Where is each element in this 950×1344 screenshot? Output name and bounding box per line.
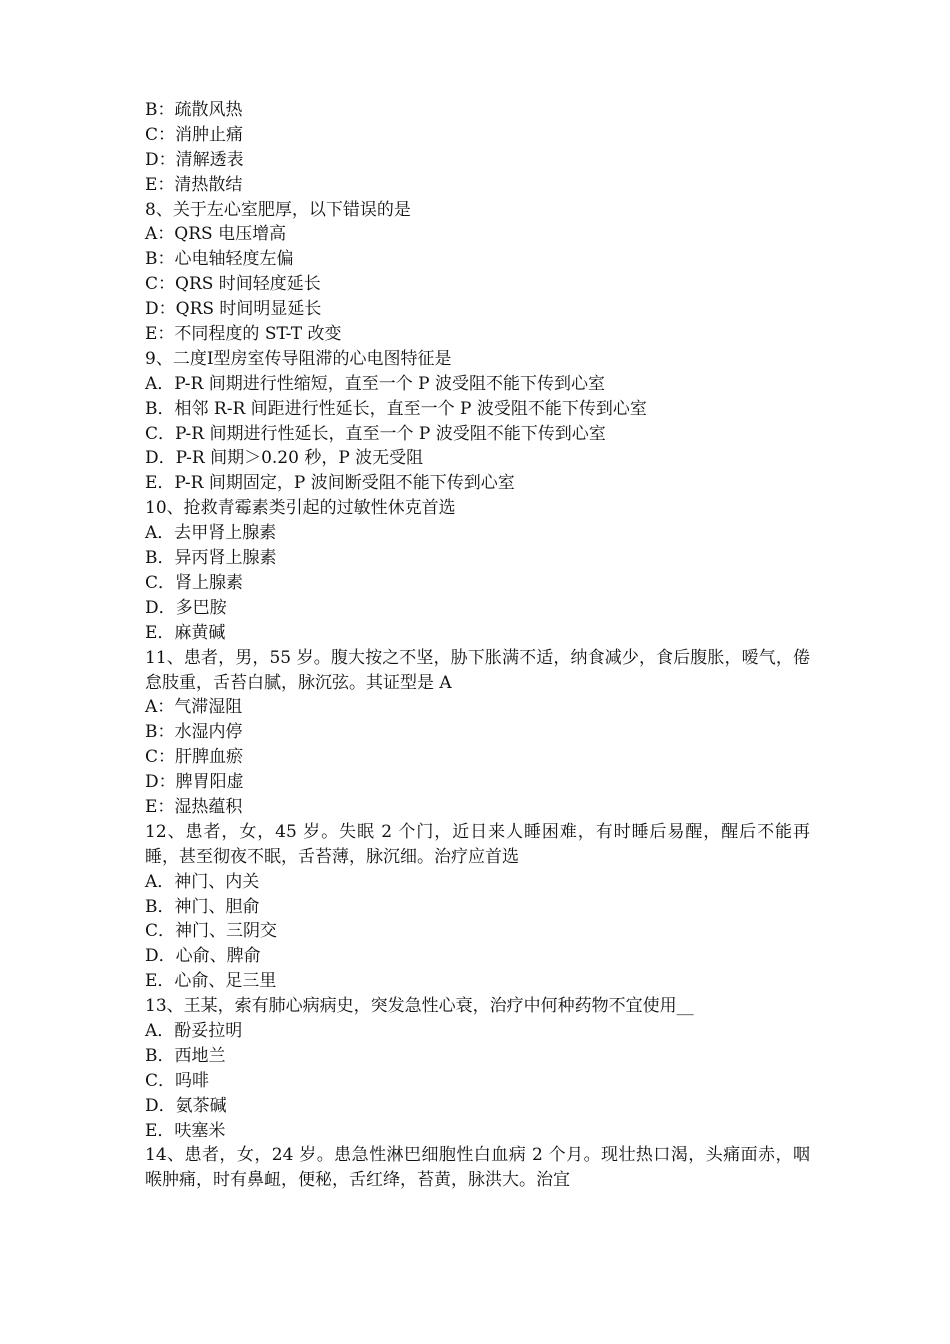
text-line: E：湿热蕴积 <box>145 796 243 817</box>
text-line: 14、患者，女，24 岁。患急性淋巴细胞性白血病 2 个月。现壮热口渴，头痛面赤，咽喉肿痛，时有鼻衄，便秘，舌红绛，苔黄，脉洪大。治宜 <box>145 1145 810 1191</box>
text-line: A．神门、内关 <box>145 871 260 892</box>
text-line: A：QRS 电压增高 <box>145 224 287 245</box>
text-line: B．相邻 R-R 间距进行性延长，直至一个 P 波受阻不能下传到心室 <box>145 398 647 419</box>
text-line: C．肾上腺素 <box>145 572 244 593</box>
text-line: B：心电轴轻度左偏 <box>145 249 294 270</box>
text-line: 12、患者，女，45 岁。失眠 2 个门，近日来人睡困难，有时睡后易醒，醒后不能再睡，甚至彻夜不眠，舌苔薄，脉沉细。治疗应首选 <box>145 821 810 867</box>
text-line: 9、二度Ⅰ型房室传导阻滞的心电图特征是 <box>145 348 452 369</box>
text-line: B．异丙肾上腺素 <box>145 548 277 569</box>
text-line: 13、王某，索有肺心病病史，突发急性心衰，治疗中何种药物不宜使用__ <box>145 996 694 1017</box>
text-line: B．西地兰 <box>145 1045 226 1066</box>
text-line: D：脾胃阳虚 <box>145 772 244 793</box>
text-line: A．去甲肾上腺素 <box>145 523 277 544</box>
text-line: C：肝脾血瘀 <box>145 747 244 768</box>
text-line: 11、患者，男，55 岁。腹大按之不坚，胁下胀满不适，纳食减少，食后腹胀，嗳气，倦怠肢重，舌苔白腻，脉沉弦。其证型是 A <box>145 647 810 693</box>
text-line: A．酚妥拉明 <box>145 1021 243 1042</box>
text-line: 8、关于左心室肥厚，以下错误的是 <box>145 199 411 220</box>
text-line: D：清解透表 <box>145 149 244 170</box>
document-page <box>145 98 810 1193</box>
text-line: D．心俞、脾俞 <box>145 946 261 967</box>
text-line: A：气滞湿阻 <box>145 697 243 718</box>
text-line: E：清热散结 <box>145 174 243 195</box>
text-line: B．神门、胆俞 <box>145 896 260 917</box>
text-line: E．心俞、足三里 <box>145 971 277 992</box>
text-line: D．P-R 间期＞0.20 秒，P 波无受阻 <box>145 448 424 469</box>
text-line: C．P-R 间期进行性延长，直至一个 P 波受阻不能下传到心室 <box>145 423 606 444</box>
text-line: C：QRS 时间轻度延长 <box>145 274 321 295</box>
text-line: E：不同程度的 ST-T 改变 <box>145 324 342 345</box>
text-line: E．呋塞米 <box>145 1120 226 1141</box>
text-line: B：疏散风热 <box>145 100 243 120</box>
text-line: A．P-R 间期进行性缩短，直至一个 P 波受阻不能下传到心室 <box>145 373 605 394</box>
text-line: D：QRS 时间明显延长 <box>145 299 322 320</box>
text-line: C．神门、三阴交 <box>145 921 278 942</box>
text-line: D．多巴胺 <box>145 597 227 618</box>
text-line: E．麻黄碱 <box>145 622 226 643</box>
text-line: E．P-R 间期固定，P 波间断受阻不能下传到心室 <box>145 473 515 494</box>
text-line: D．氨茶碱 <box>145 1095 227 1116</box>
text-line: B：水湿内停 <box>145 722 243 743</box>
text-line: C：消肿止痛 <box>145 124 244 145</box>
text-line: 10、抢救青霉素类引起的过敏性休克首选 <box>145 498 456 519</box>
text-line: C．吗啡 <box>145 1070 210 1091</box>
